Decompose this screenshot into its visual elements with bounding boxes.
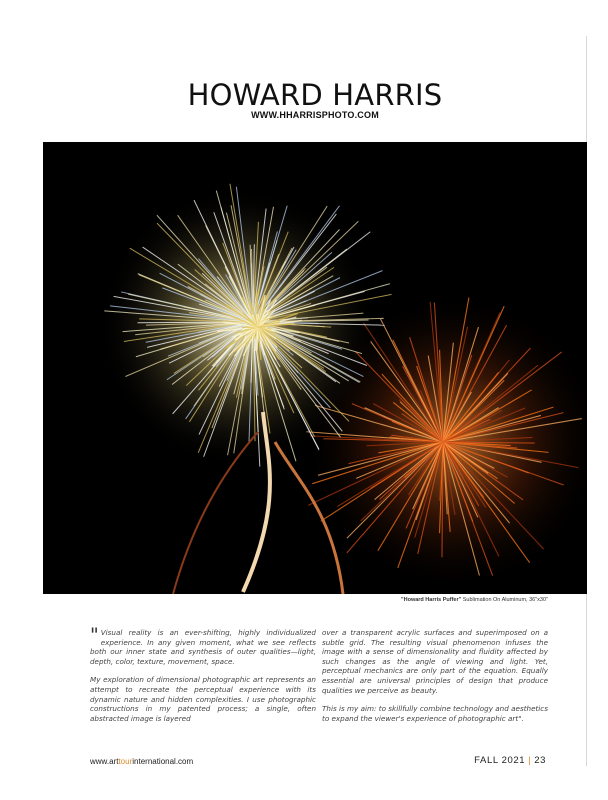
article-column-left — [90, 624, 316, 732]
caption-title: "Howard Harris Puffer" — [401, 597, 462, 603]
footer-separator: | — [528, 755, 532, 766]
dandelion-puff-illustration — [43, 142, 587, 594]
footer-site-suffix: international.com — [132, 757, 194, 766]
paragraph-text: Visual reality is an ever-shifting, highly individualized experience. In any given moment, what we see reflects both our inner state and synthesis of outer qualities—light, depth, color, texture, movement, space. — [90, 628, 316, 666]
paragraph: over a transparent acrylic surfaces and superimposed on a subtle grid. The resulting visual phenomenon infuses the image with a sense of dimensionality and fluidity affected by such changes as the angle of viewing and light. Yet, perceptual mechanics are only part of the equation. Equally essential are universal principles of design that produce qualities we perceive as beauty. — [322, 628, 548, 695]
paragraph: This is my aim: to skillfully combine technology and aesthetics to expand the viewer's experience of photographic art". — [322, 704, 548, 723]
artwork-image — [43, 142, 587, 594]
artist-name: HOWARD HARRIS — [187, 78, 443, 112]
footer-site-prefix: www.art — [90, 757, 119, 766]
footer-website[interactable] — [90, 757, 193, 766]
page-number: 23 — [534, 755, 546, 766]
artwork-caption — [401, 597, 548, 603]
paragraph: My exploration of dimensional photographic art represents an attempt to recreate the perceptual experience with its dynamic nature and hidden complexities. I use photographic constructions in my patented process; a single, often abstracted image is layered — [90, 675, 316, 723]
footer-issue-info — [474, 755, 546, 766]
paragraph — [90, 624, 316, 666]
caption-detail: Sublimation On Aluminum, 36"x30" — [461, 597, 548, 603]
issue-label: FALL 2021 — [474, 755, 526, 766]
artist-website[interactable]: WWW.HHARRISPHOTO.COM — [251, 110, 379, 120]
opening-quote-mark: " — [90, 624, 99, 646]
footer-site-highlight: tour — [118, 757, 133, 766]
article-column-right — [322, 628, 548, 732]
